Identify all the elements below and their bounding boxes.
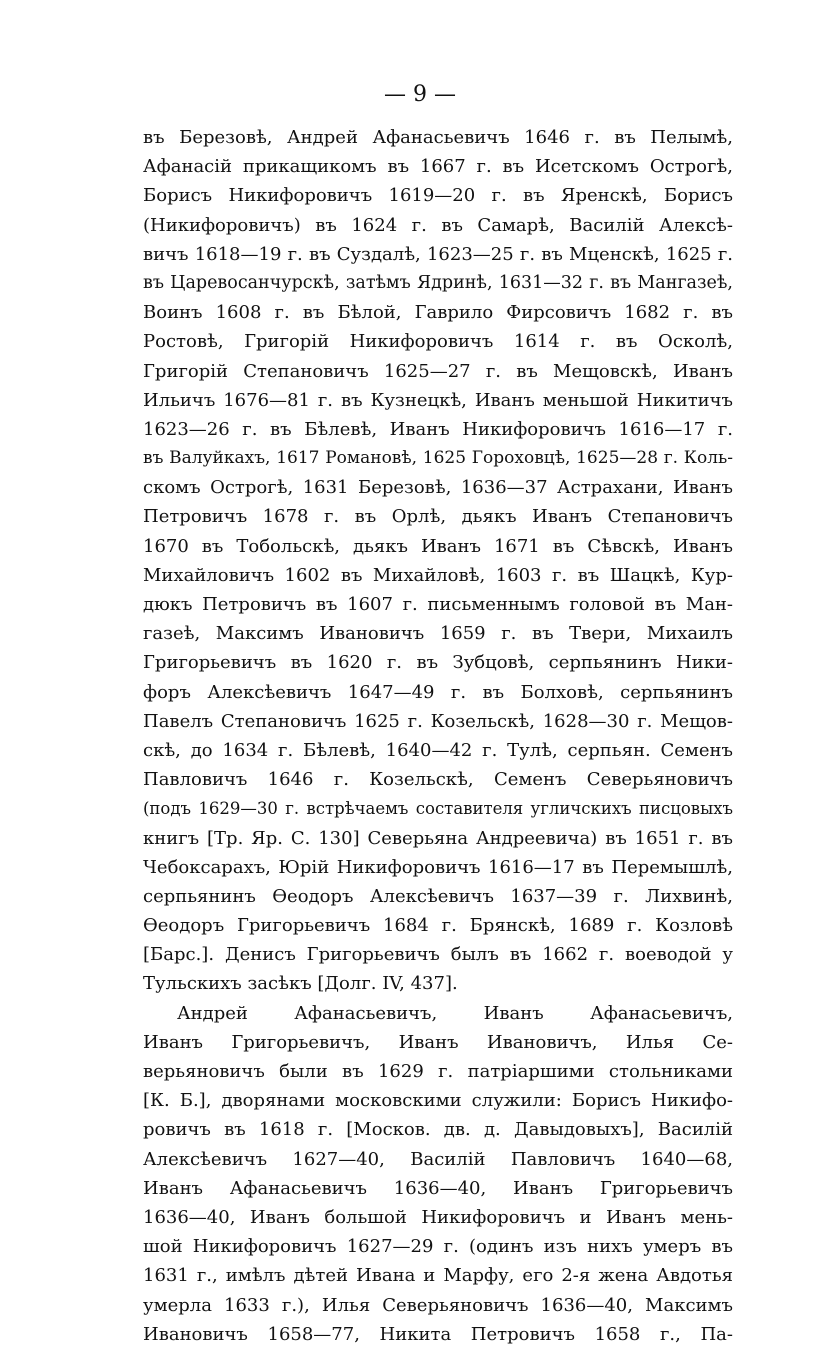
- text-line: Павелъ Степановичъ 1625 г. Козельскѣ, 1628—30 г. Мещов-: [143, 710, 733, 732]
- text-line: книгъ [Тр. Яр. С. 130] Северьяна Андреевича) въ 1651 г. въ: [143, 827, 733, 849]
- text-line: Ивановичъ 1658—77, Никита Петровичъ 1658 г., Па-: [143, 1323, 733, 1345]
- text-line: Петровичъ 1678 г. въ Орлѣ, дьякъ Иванъ Степановичъ: [143, 506, 733, 528]
- text-line: Воинъ 1608 г. въ Бѣлой, Гаврило Фирсовичъ 1682 г. въ: [143, 302, 733, 324]
- text-line: Павловичъ 1646 г. Козельскѣ, Семенъ Северьяновичъ: [143, 769, 733, 791]
- text-line: Ильичъ 1676—81 г. въ Кузнецкѣ, Иванъ меньшой Никитичъ: [143, 389, 733, 411]
- text-line: 1631 г., имѣлъ дѣтей Ивана и Марфу, его 2-я жена Авдотья: [143, 1265, 733, 1287]
- text-line: Чебоксарахъ, Юрій Никифоровичъ 1616—17 въ Перемышлѣ,: [143, 856, 733, 878]
- text-line: газеѣ, Максимъ Ивановичъ 1659 г. въ Твери, Михаилъ: [143, 623, 733, 645]
- text-line: вичъ 1618—19 г. въ Суздалѣ, 1623—25 г. въ Мценскѣ, 1625 г.: [143, 243, 733, 265]
- text-line: умерла 1633 г.), Илья Северьяновичъ 1636—40, Максимъ: [143, 1294, 733, 1316]
- text-line: 1636—40, Иванъ большой Никифоровичъ и Иванъ мень-: [143, 1206, 733, 1228]
- text-line: въ Царевосанчурскѣ, затѣмъ Ядринѣ, 1631—32 г. въ Мангазеѣ,: [143, 272, 733, 293]
- text-line: Ростовѣ, Григорій Никифоровичъ 1614 г. въ Осколѣ,: [143, 331, 733, 353]
- text-line: шой Никифоровичъ 1627—29 г. (одинъ изъ нихъ умеръ въ: [143, 1236, 733, 1258]
- text-line: Иванъ Григорьевичъ, Иванъ Ивановичъ, Илья Се-: [143, 1031, 733, 1053]
- text-line: (Никифоровичъ) въ 1624 г. въ Самарѣ, Василій Алексѣ-: [143, 214, 733, 236]
- text-line: Григорьевичъ въ 1620 г. въ Зубцовѣ, серпьянинъ Ники-: [143, 652, 733, 674]
- body-text: [143, 123, 733, 1349]
- text-line: Алексѣевичъ 1627—40, Василій Павловичъ 1640—68,: [143, 1148, 733, 1170]
- text-line: 1623—26 г. въ Бѣлевѣ, Иванъ Никифоровичъ 1616—17 г.: [143, 418, 733, 440]
- text-line: Григорій Степановичъ 1625—27 г. въ Мещовскѣ, Иванъ: [143, 360, 733, 382]
- text-line: Михайловичъ 1602 въ Михайловѣ, 1603 г. въ Шацкѣ, Кур-: [143, 564, 733, 586]
- paragraph-end-line: Тульскихъ засѣкъ [Долг. IV, 437].: [143, 973, 458, 995]
- text-line: 1670 въ Тобольскѣ, дьякъ Иванъ 1671 въ Сѣвскѣ, Иванъ: [143, 535, 733, 557]
- text-line: [Барс.]. Денисъ Григорьевичъ былъ въ 1662 г. воеводой у: [143, 944, 733, 966]
- text-line: дюкъ Петровичъ въ 1607 г. письменнымъ головой въ Ман-: [143, 594, 733, 615]
- text-line: въ Валуйкахъ, 1617 Романовѣ, 1625 Гороховцѣ, 1625—28 г. Коль-: [143, 448, 733, 469]
- page-number: — 9 —: [384, 82, 456, 107]
- text-line: верьяновичъ были въ 1629 г. патріаршими стольниками: [143, 1061, 733, 1082]
- text-line: въ Березовѣ, Андрей Афанасьевичъ 1646 г. въ Пелымѣ,: [143, 127, 733, 148]
- text-line: Борисъ Никифоровичъ 1619—20 г. въ Яренскѣ, Борисъ: [143, 185, 733, 207]
- text-line: форъ Алексѣевичъ 1647—49 г. въ Болховѣ, серпьянинъ: [143, 681, 733, 703]
- text-line: скомъ Острогѣ, 1631 Березовѣ, 1636—37 Астрахани, Иванъ: [143, 477, 733, 499]
- text-line: скѣ, до 1634 г. Бѣлевѣ, 1640—42 г. Тулѣ, серпьян. Семенъ: [143, 739, 733, 761]
- text-line: Иванъ Афанасьевичъ 1636—40, Иванъ Григорьевичъ: [143, 1177, 733, 1199]
- text-line: Афанасій прикащикомъ въ 1667 г. въ Исетскомъ Острогѣ,: [143, 156, 733, 178]
- text-line: (подъ 1629—30 г. встрѣчаемъ составителя угличскихъ писцовыхъ: [143, 799, 733, 819]
- text-line: ровичъ въ 1618 г. [Москов. дв. д. Давыдовыхъ], Василій: [143, 1119, 733, 1141]
- text-line: Ѳеодоръ Григорьевичъ 1684 г. Брянскѣ, 1689 г. Козловѣ: [143, 915, 733, 937]
- text-line: серпьянинъ Ѳеодоръ Алексѣевичъ 1637—39 г. Лихвинѣ,: [143, 885, 733, 907]
- paragraph-start-line: Андрей Афанасьевичъ, Иванъ Афанасьевичъ,: [177, 1002, 733, 1024]
- text-line: [К. Б.], дворянами московскими служили: Борисъ Никифо-: [143, 1090, 733, 1112]
